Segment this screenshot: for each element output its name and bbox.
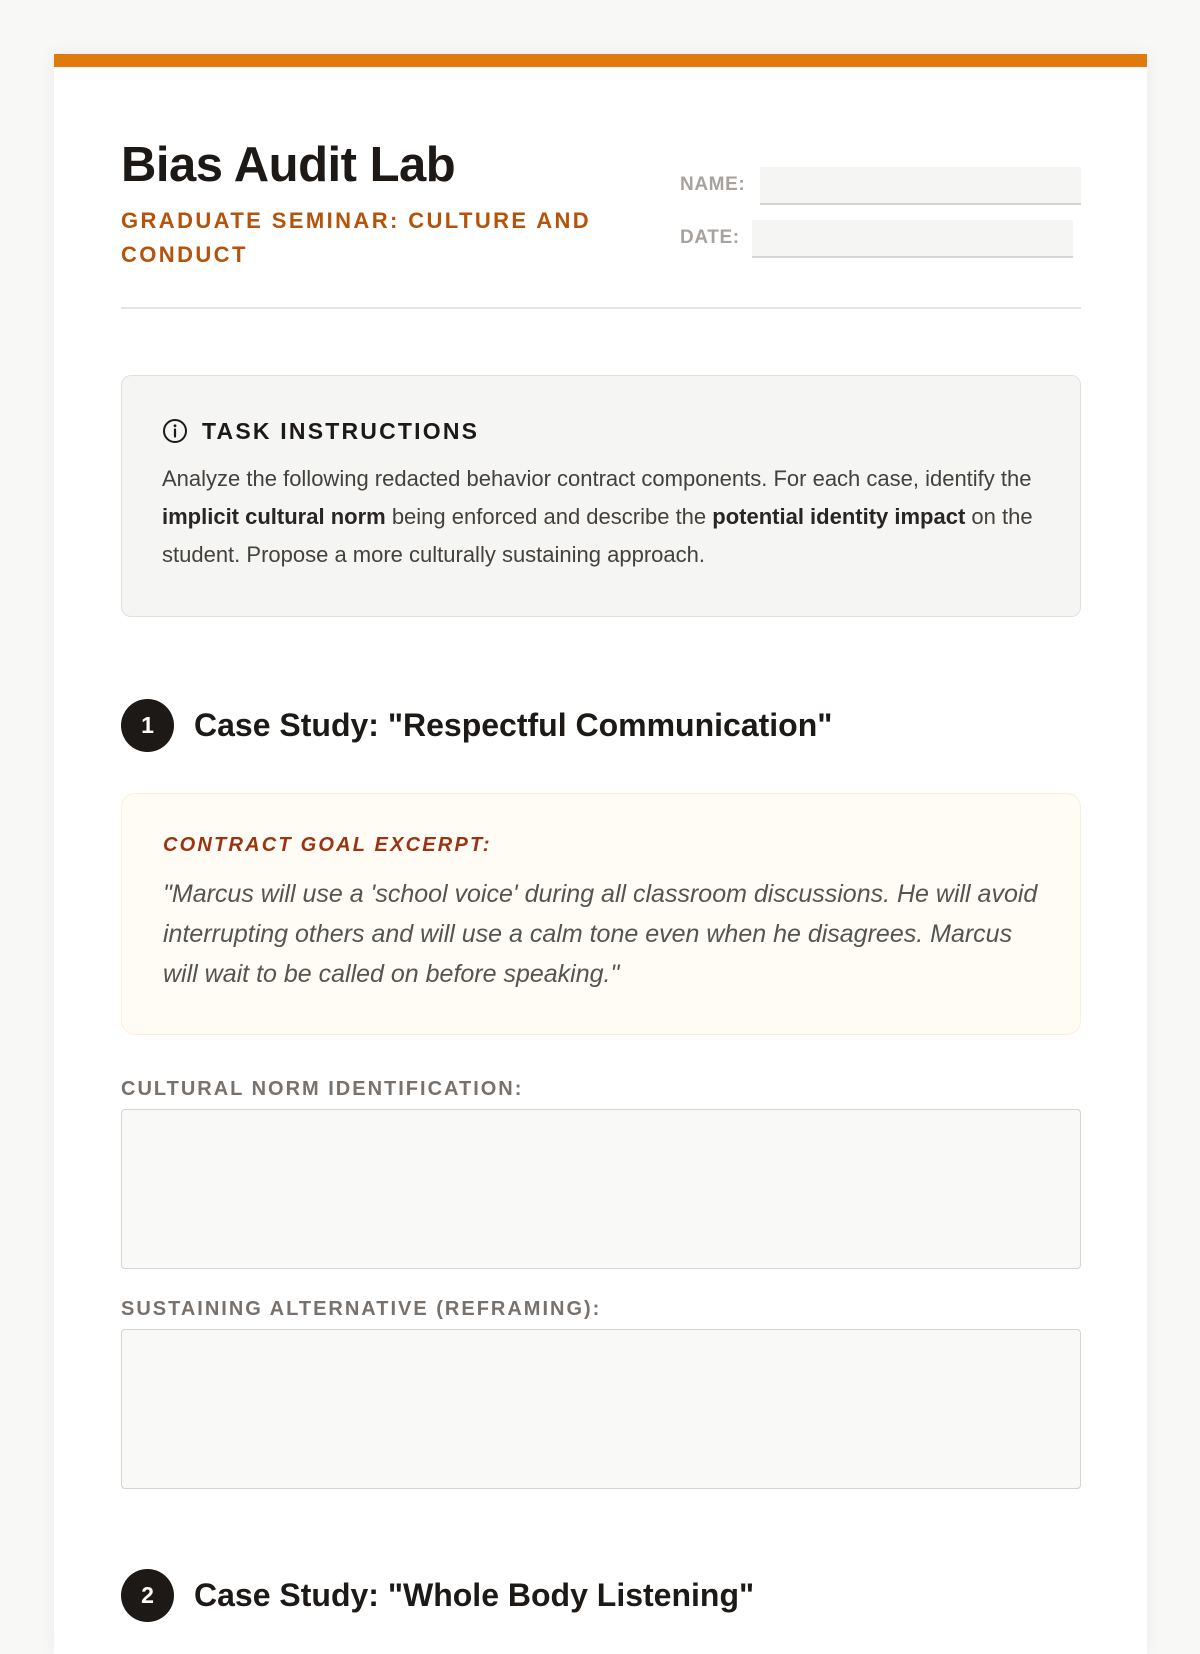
contract-excerpt-card — [121, 793, 1081, 1035]
worksheet-page — [54, 54, 1147, 1654]
instructions-text — [162, 460, 1040, 574]
instructions-text-part: on the student. Propose a more culturally sustaining approach. — [162, 504, 1033, 567]
header-divider — [121, 307, 1081, 309]
instructions-title: TASK INSTRUCTIONS — [202, 417, 480, 444]
case-title: Case Study: "Whole Body Listening" — [194, 1577, 755, 1613]
sustaining-alternative-label: SUSTAINING ALTERNATIVE (REFRAMING): — [121, 1298, 602, 1320]
case-1-heading — [121, 699, 832, 752]
name-label: NAME: — [680, 174, 746, 195]
instructions-emphasis: implicit cultural norm — [162, 504, 386, 529]
sustaining-alternative-field[interactable] — [121, 1329, 1081, 1489]
case-number-badge: 2 — [121, 1569, 174, 1622]
case-number-badge: 1 — [121, 699, 174, 752]
cultural-norm-label: CULTURAL NORM IDENTIFICATION: — [121, 1078, 524, 1100]
date-field[interactable] — [752, 220, 1073, 258]
instructions-text-part: being enforced and describe the — [385, 504, 713, 529]
date-label: DATE: — [680, 227, 740, 248]
excerpt-quote: "Marcus will use a 'school voice' during all classroom discussions. He will avoid interrupting others and will use a calm tone even when he disagrees. Marcus will wait to be called on before speaking." — [163, 880, 1038, 988]
page-subtitle: GRADUATE SEMINAR: CULTURE AND CONDUCT — [121, 208, 592, 267]
instructions-emphasis: potential identity impact — [712, 504, 966, 529]
case-title: Case Study: "Respectful Communication" — [194, 707, 833, 743]
task-instructions-panel — [121, 375, 1081, 617]
case-2-heading — [121, 1569, 754, 1622]
excerpt-label: CONTRACT GOAL EXCERPT: — [163, 834, 492, 856]
info-icon — [162, 418, 188, 444]
page-title: Bias Audit Lab — [121, 138, 456, 192]
instructions-text-part: Analyze the following redacted behavior contract components. For each case, identify the — [162, 466, 1032, 491]
name-field[interactable] — [760, 167, 1081, 205]
cultural-norm-field[interactable] — [121, 1109, 1081, 1269]
